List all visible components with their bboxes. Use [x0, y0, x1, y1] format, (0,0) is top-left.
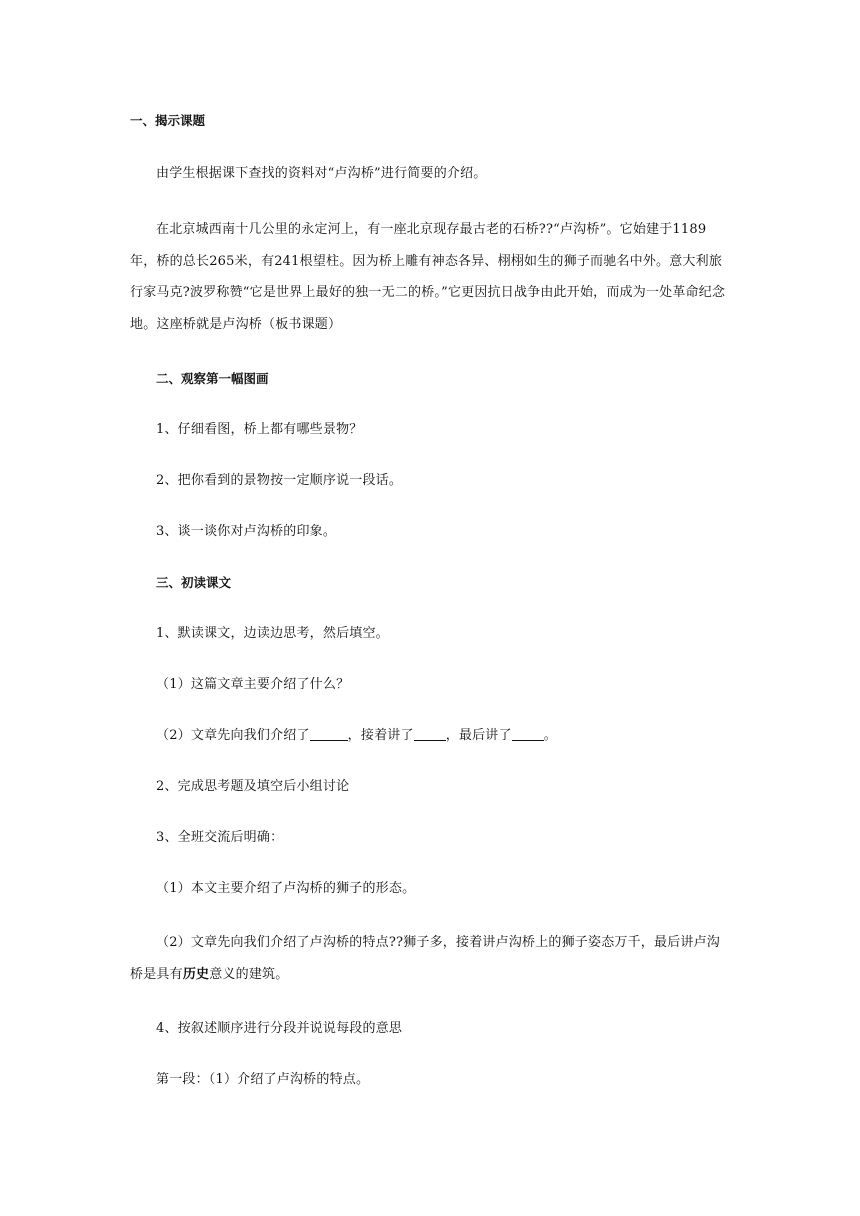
fill-blank-2 [414, 726, 446, 741]
section-heading-3: 三、初读课文 [156, 575, 232, 590]
section-heading-1: 一、揭示课题 [130, 113, 206, 128]
answer-2-text: 意义的建筑。 [209, 966, 289, 982]
question-2-text: 。 [543, 728, 557, 743]
question-2-text: ，接着讲了 [347, 728, 414, 743]
question-1: （1）这篇文章主要介绍了什么？ [156, 677, 350, 692]
paragraph-segment-1: 第一段：（1）介绍了卢沟桥的特点。 [156, 1072, 370, 1087]
fill-blank-3 [512, 726, 544, 741]
section-heading-2: 二、观察第一幅图画 [156, 371, 269, 386]
list-item: 4、按叙述顺序进行分段并说说每段的意思 [156, 1021, 403, 1036]
question-2-text: （2）文章先向我们介绍了 [156, 728, 310, 743]
list-item: 3、全班交流后明确： [156, 830, 284, 845]
list-item: 1、仔细看图，桥上都有哪些景物？ [156, 422, 363, 437]
answer-2-text: （2）文章先向我们介绍了卢沟桥的特点??狮子多，接着讲卢沟桥上的狮子姿态万千，最后讲卢沟桥是具有 [130, 935, 721, 982]
document-content [130, 108, 730, 1092]
list-item: 3、谈一谈你对卢沟桥的印象。 [156, 524, 337, 539]
list-item: 2、把你看到的景物按一定顺序说一段话。 [156, 473, 403, 488]
answer-2-emphasis: 历史 [182, 966, 210, 982]
question-2-text: ，最后讲了 [445, 728, 512, 743]
question-2-fill-blank [130, 723, 730, 748]
paragraph-bridge-description: 在北京城西南十几公里的永定河上，有一座北京现存最古老的石桥??“卢沟桥”。它始建于1189年，桥的总长265米，有241根望柱。因为桥上雕有神态各异、栩栩如生的狮子而驰名中外。意大利旅行家马克?波罗称赞“它是世界上最好的独一无二的桥。”它更因抗日战争由此开始，而成为一处革命纪念地。这座桥就是卢沟桥（板书课题） [130, 222, 726, 332]
fill-blank-1 [310, 726, 348, 741]
answer-2 [130, 927, 730, 990]
paragraph-intro: 由学生根据课下查找的资料对“卢沟桥”进行简要的介绍。 [156, 166, 487, 181]
list-item: 2、完成思考题及填空后小组讨论 [156, 779, 350, 794]
list-item: 1、默读课文，边读边思考，然后填空。 [156, 626, 389, 641]
answer-1: （1）本文主要介绍了卢沟桥的狮子的形态。 [156, 881, 416, 896]
